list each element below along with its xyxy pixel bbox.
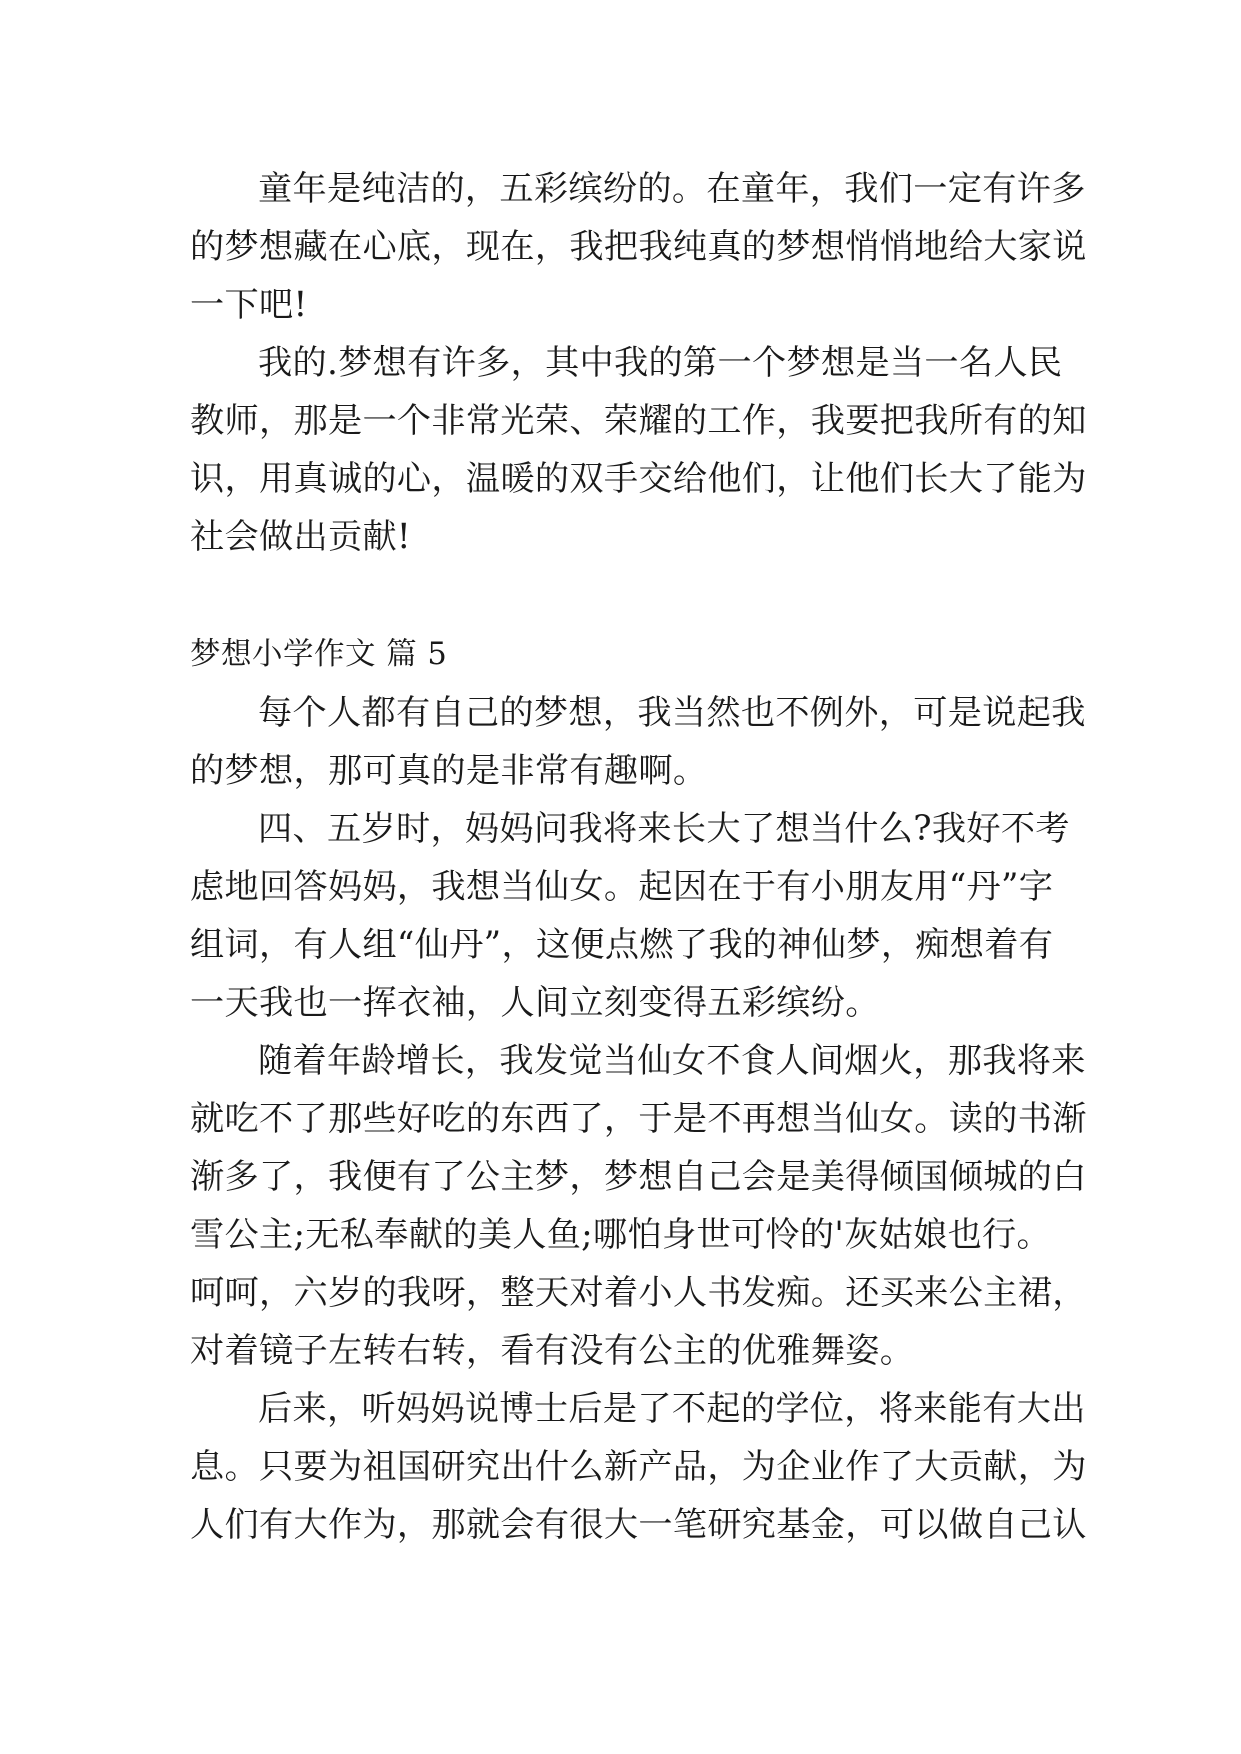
- text-line: 教师，那是一个非常光荣、荣耀的工作，我要把我所有的知: [190, 401, 1087, 441]
- section-title: 梦想小学作文 篇 5: [190, 637, 448, 672]
- text-line: 虑地回答妈妈，我想当仙女。起因在于有小朋友用“丹”字: [190, 867, 1054, 907]
- text-line: 后来，听妈妈说博士后是了不起的学位，将来能有大出: [258, 1389, 1086, 1429]
- text-line: 童年是纯洁的，五彩缤纷的。在童年，我们一定有许多: [258, 169, 1086, 209]
- paragraph-intro: [190, 684, 1086, 800]
- document-body: [190, 160, 1087, 1554]
- text-line: 的梦想藏在心底，现在，我把我纯真的梦想悄悄地给大家说: [190, 227, 1087, 267]
- text-line: 一下吧!: [190, 285, 308, 325]
- text-line: 一天我也一挥衣袖，人间立刻变得五彩缤纷。: [190, 983, 880, 1023]
- text-line: 息。只要为祖国研究出什么新产品，为企业作了大贡献，为: [190, 1447, 1087, 1487]
- paragraph-princess-dream: [190, 1032, 1087, 1380]
- text-line: 对着镜子左转右转，看有没有公主的优雅舞姿。: [190, 1331, 915, 1371]
- text-line: 人们有大作为，那就会有很大一笔研究基金，可以做自己认: [190, 1505, 1087, 1545]
- text-line: 识，用真诚的心，温暖的双手交给他们，让他们长大了能为: [190, 459, 1087, 499]
- paragraph-fairy-dream: [190, 800, 1070, 1032]
- text-line: 我的.梦想有许多，其中我的第一个梦想是当一名人民: [258, 343, 1063, 383]
- text-line: 渐多了，我便有了公主梦，梦想自己会是美得倾国倾城的白: [190, 1157, 1087, 1197]
- text-line: 随着年龄增长，我发觉当仙女不食人间烟火，那我将来: [258, 1041, 1086, 1081]
- text-line: 就吃不了那些好吃的东西了，于是不再想当仙女。读的书渐: [190, 1099, 1087, 1139]
- text-line: 组词，有人组“仙丹”，这便点燃了我的神仙梦，痴想着有: [190, 925, 1054, 965]
- text-line: 社会做出贡献!: [190, 517, 411, 557]
- text-line: 呵呵，六岁的我呀，整天对着小人书发痴。还买来公主裙，: [190, 1273, 1087, 1313]
- text-line: 的梦想，那可真的是非常有趣啊。: [190, 751, 708, 791]
- text-line: 四、五岁时，妈妈问我将来长大了想当什么?我好不考: [258, 809, 1070, 849]
- paragraph-childhood: [190, 160, 1087, 334]
- paragraph-doctorate-dream: [190, 1380, 1087, 1554]
- text-line: 雪公主;无私奉献的美人鱼;哪怕身世可怜的'灰姑娘也行。: [190, 1215, 1052, 1255]
- paragraph-teacher-dream: [190, 334, 1087, 566]
- text-line: 每个人都有自己的梦想，我当然也不例外，可是说起我: [258, 693, 1086, 733]
- section-spacer: [190, 566, 1052, 626]
